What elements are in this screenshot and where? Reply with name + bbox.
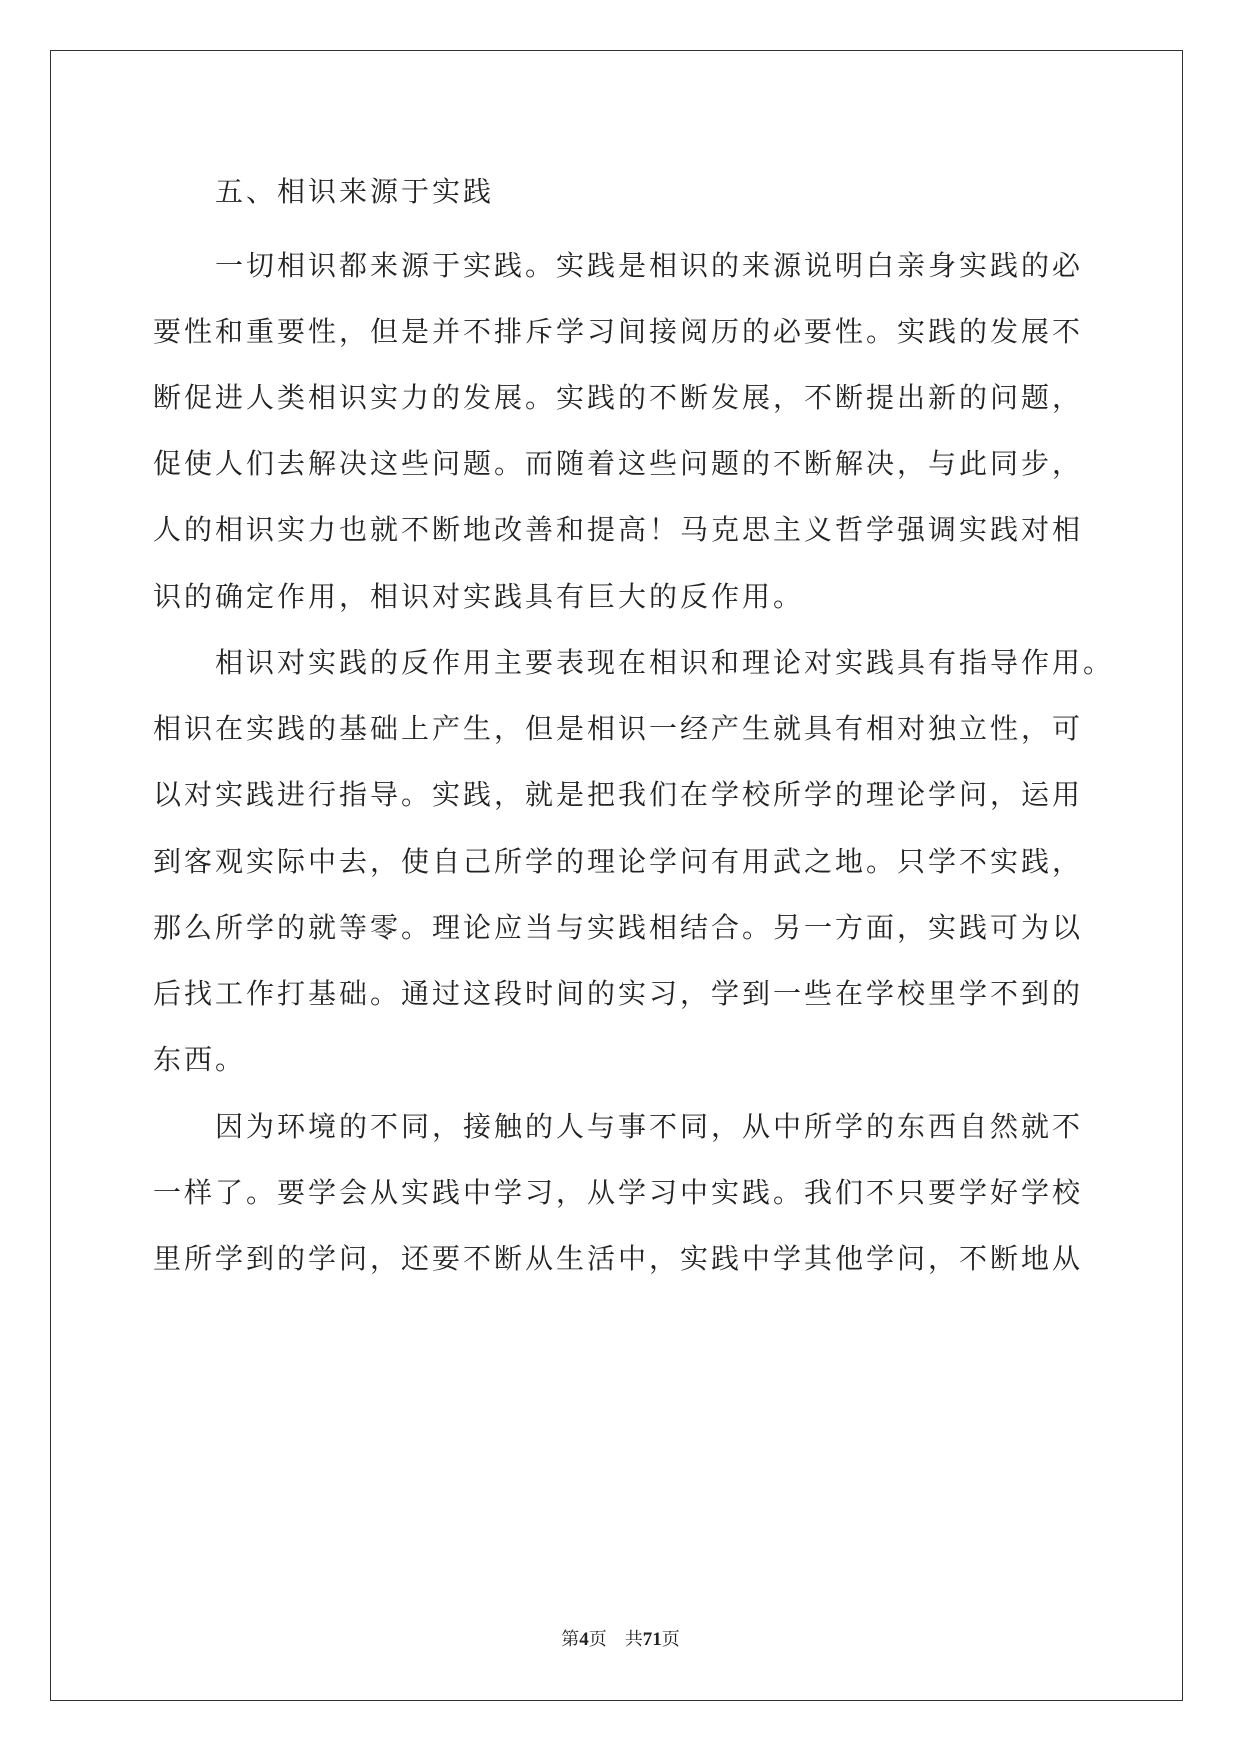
paragraph-1-line-2: 要性和重要性，但是并不排斥学习间接阅历的必要性。实践的发展不 — [153, 315, 1084, 348]
paragraph-2-line-5: 那么所学的就等零。理论应当与实践相结合。另一方面，实践可为以 — [153, 911, 1084, 944]
footer-prefix: 第 — [561, 1629, 580, 1650]
paragraph-2-line-1: 相识对实践的反作用主要表现在相识和理论对实践具有指导作用。 — [215, 646, 1115, 679]
paragraph-3-line-2: 一样了。要学会从实践中学习，从学习中实践。我们不只要学好学校 — [153, 1176, 1084, 1209]
footer-page-number: 4 — [579, 1629, 589, 1650]
footer-suffix: 页 — [661, 1629, 680, 1650]
paragraph-1-line-1: 一切相识都来源于实践。实践是相识的来源说明白亲身实践的必 — [215, 249, 1084, 282]
paragraph-1-line-4: 促使人们去解决这些问题。而随着这些问题的不断解决，与此同步， — [153, 447, 1084, 480]
section-heading: 五、相识来源于实践 — [215, 175, 495, 208]
page-footer — [0, 1625, 1241, 1651]
paragraph-1-line-3: 断促进人类相识实力的发展。实践的不断发展，不断提出新的问题， — [153, 381, 1084, 414]
paragraph-1-line-6: 识的确定作用，相识对实践具有巨大的反作用。 — [153, 580, 805, 613]
paragraph-2-line-4: 到客观实际中去，使自己所学的理论学问有用武之地。只学不实践， — [153, 845, 1084, 878]
paragraph-2-line-6: 后找工作打基础。通过这段时间的实习，学到一些在学校里学不到的 — [153, 977, 1084, 1010]
footer-total-pages: 71 — [642, 1629, 662, 1650]
paragraph-2-line-3: 以对实践进行指导。实践，就是把我们在学校所学的理论学问，运用 — [153, 778, 1084, 811]
paragraph-2-line-2: 相识在实践的基础上产生，但是相识一经产生就具有相对独立性，可 — [153, 712, 1084, 745]
paragraph-2-line-7: 东西。 — [153, 1043, 247, 1076]
paragraph-3-line-3: 里所学到的学问，还要不断从生活中，实践中学其他学问，不断地从 — [153, 1242, 1084, 1275]
paragraph-1-line-5: 人的相识实力也就不断地改善和提高！马克思主义哲学强调实践对相 — [153, 513, 1084, 546]
paragraph-3-line-1: 因为环境的不同，接触的人与事不同，从中所学的东西自然就不 — [215, 1110, 1084, 1143]
footer-mid: 页 共 — [588, 1629, 643, 1650]
